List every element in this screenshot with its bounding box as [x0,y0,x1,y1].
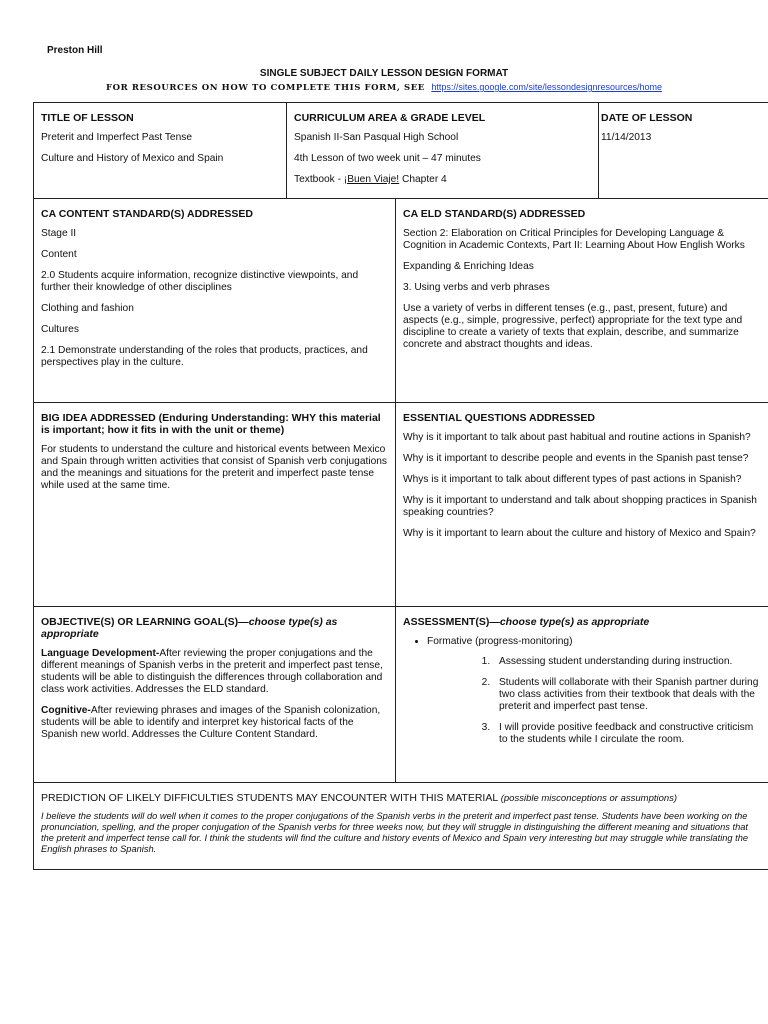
essential-questions-cell [396,403,768,606]
assessments-cell [396,607,768,782]
assessments-header-main: ASSESSMENT(S)— [403,616,500,628]
cognitive-text: After reviewing phrases and images of the Spanish colonization, students will be able to identify and interpret key historical facts of the Spanish new world. Addresses the Culture Content Standard. [41,705,381,740]
curriculum-unit: 4th Lesson of two week unit – 47 minutes [294,153,481,164]
big-idea-cell [34,403,395,606]
prediction-header [41,792,761,805]
author-name: Preston Hill [47,45,103,56]
language-development-objective [41,648,388,696]
objectives-header-em: choose type(s) as appropriate [41,616,338,640]
assessment-item: 1. Assessing student understanding during instruction. [493,656,761,668]
cognitive-objective [41,705,388,741]
eld-standard-item: Expanding & Enriching Ideas [403,261,534,272]
assessment-item: 2. Students will collaborate with their Spanish partner during two class activities from their textbook that deals with the preterit and imperfect past tense. [493,677,761,713]
assessment-type: • Formative (progress-monitoring) [427,636,761,648]
content-standard-item: 2.1 Demonstrate understanding of the roles that products, practices, and perspectives play in the culture. [41,345,368,368]
lesson-title-line: Culture and History of Mexico and Spain [41,153,224,164]
date-of-lesson-cell [599,103,768,198]
essential-question: Whys is it important to talk about different types of past actions in Spanish? [403,474,742,485]
resources-link[interactable]: https://sites.google.com/site/lessondesignresources/home [431,82,662,92]
prediction-header-main: PREDICTION OF LIKELY DIFFICULTIES STUDENTS MAY ENCOUNTER WITH THIS MATERIAL [41,792,498,804]
essential-question: Why is it important to talk about past habitual and routine actions in Spanish? [403,432,751,443]
assessment-bullet-list [403,636,761,648]
essential-question: Why is it important to describe people and events in the Spanish past tense? [403,453,749,464]
eld-standard-item: Section 2: Elaboration on Critical Principles for Developing Language & Cognition in Academic Contexts, Part II: Learning About How English Works [403,228,745,251]
assessment-numbered-list [403,656,761,746]
eld-standard-item: 3. Using verbs and verb phrases [403,282,550,293]
date-of-lesson-header: DATE OF LESSON [601,112,693,124]
language-development-text: After reviewing the proper conjugations and the different meanings of Spanish verbs in the preterit and imperfect past tense, students will be able to distinguish the differences through collaboration and class work activities. Addresses the ELD standard. [41,648,383,695]
title-of-lesson-cell [34,103,286,198]
assessments-header [403,616,761,628]
big-idea-header: BIG IDEA ADDRESSED (Enduring Understanding: WHY this material is important; how it fits in with the unit or theme) [41,412,381,436]
content-standards-header: CA CONTENT STANDARD(S) ADDRESSED [41,208,253,220]
prediction-header-note: (possible misconceptions or assumptions) [500,793,678,804]
curriculum-area-header: CURRICULUM AREA & GRADE LEVEL [294,112,486,124]
content-standard-item: Clothing and fashion [41,303,134,314]
textbook-title: ¡Buen Viaje! [343,174,400,185]
objectives-header-main: OBJECTIVE(S) OR LEARNING GOAL(S)— [41,616,249,628]
assessments-header-em: choose type(s) as appropriate [499,616,650,628]
textbook-prefix: Textbook - [294,174,344,185]
big-idea-text: For students to understand the culture and historical events between Mexico and Spain through written activities that consist of Spanish verb conjugations and the meanings and situations for the preterit and imperfect paste tense while used at the same time. [41,444,388,491]
prediction-cell [34,783,768,869]
lesson-title-line: Preterit and Imperfect Past Tense [41,132,193,143]
curriculum-area-cell [287,103,598,198]
eld-standards-header: CA ELD STANDARD(S) ADDRESSED [403,208,586,220]
language-development-label: Language Development- [41,648,160,659]
title-of-lesson-header: TITLE OF LESSON [41,112,134,124]
lesson-form [33,102,768,870]
resources-line [0,82,768,93]
prediction-text: I believe the students will do well when it comes to the proper conjugations of the Spanish verbs in the preterit and imperfect past tense. Students have been working on the pronunciation, spelling, and the proper conjugation of the Spanish verbs for three weeks now, but they will struggle in distinguishing the different meaning and situations that the preterit and imperfect tense call for. I think the students will find the culture and history events of Mexico and Spain very interesting but may struggle while translating the English phrases to Spanish. [41,811,749,854]
assessment-item: 3. I will provide positive feedback and constructive criticism to the students while I circulate the room. [493,722,761,746]
essential-questions-header: ESSENTIAL QUESTIONS ADDRESSED [403,412,595,424]
curriculum-school: Spanish II-San Pasqual High School [294,132,459,143]
content-standard-item: Stage II [41,228,77,239]
document-title: SINGLE SUBJECT DAILY LESSON DESIGN FORMAT [259,68,509,79]
essential-question: Why is it important to learn about the culture and history of Mexico and Spain? [403,528,756,539]
objectives-header [41,616,388,640]
content-standards-cell [34,199,395,402]
curriculum-textbook [294,174,591,186]
objectives-cell [34,607,395,782]
eld-standards-cell [396,199,768,402]
textbook-suffix: Chapter 4 [399,174,447,185]
eld-standard-item: Use a variety of verbs in different tenses (e.g., past, present, future) and aspects (e.g., simple, progressive, perfect) appropriate for the text type and discipline to create a variety of texts that explain, describe, and summarize concrete and abstract thoughts and ideas. [403,303,743,350]
content-standard-item: Cultures [41,324,79,335]
content-standard-item: Content [41,249,77,260]
date-of-lesson-value: 11/14/2013 [601,132,652,143]
resources-label: FOR RESOURCES ON HOW TO COMPLETE THIS FORM, SEE [105,83,425,93]
essential-question: Why is it important to understand and talk about shopping practices in Spanish speaking countries? [403,495,757,518]
cognitive-label: Cognitive- [41,705,91,716]
content-standard-item: 2.0 Students acquire information, recognize distinctive viewpoints, and further their knowledge of other disciplines [41,270,359,293]
